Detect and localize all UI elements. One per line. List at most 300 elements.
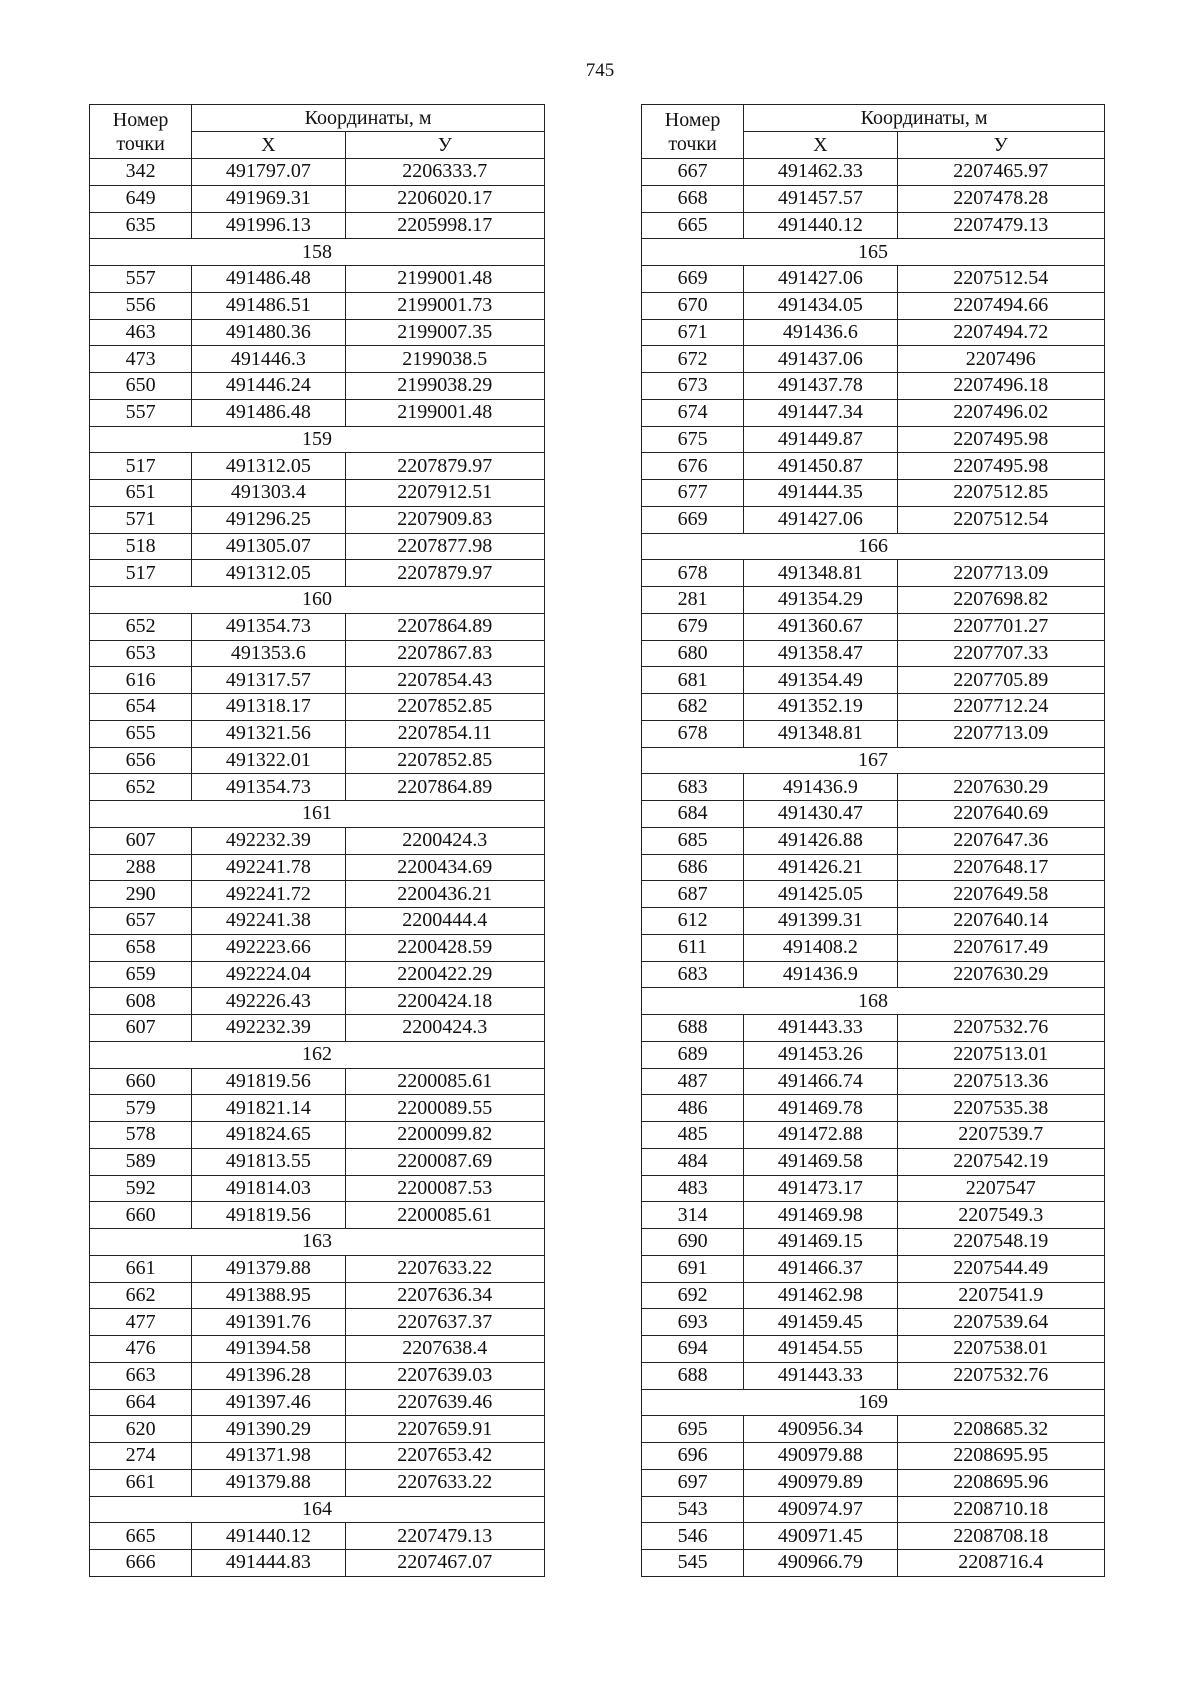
x-coordinate-cell: 491824.65 [192,1122,345,1149]
point-number-cell: 651 [90,480,192,507]
table-row [90,266,545,293]
y-coordinate-cell: 2207512.54 [897,506,1104,533]
y-coordinate-cell: 2207852.85 [345,747,544,774]
section-row [642,1389,1105,1416]
point-number-cell: 653 [90,640,192,667]
y-coordinate-cell: 2207659.91 [345,1416,544,1443]
y-coordinate-cell: 2207877.98 [345,533,544,560]
point-number-cell: 670 [642,292,744,319]
x-coordinate-cell: 491450.87 [744,453,897,480]
y-coordinate-cell: 2207535.38 [897,1095,1104,1122]
y-coordinate-cell: 2207513.36 [897,1068,1104,1095]
point-number-cell: 666 [90,1550,192,1577]
section-row [90,801,545,828]
y-coordinate-cell: 2207633.22 [345,1255,544,1282]
y-coordinate-cell: 2208710.18 [897,1496,1104,1523]
y-coordinate-cell: 2200428.59 [345,934,544,961]
y-coordinate-cell: 2207636.34 [345,1282,544,1309]
y-coordinate-cell: 2207909.83 [345,506,544,533]
x-coordinate-cell: 491348.81 [744,720,897,747]
y-coordinate-cell: 2199001.48 [345,266,544,293]
point-number-cell: 683 [642,961,744,988]
y-coordinate-cell: 2207479.13 [897,212,1104,239]
table-row [90,292,545,319]
x-coordinate-cell: 491352.19 [744,694,897,721]
x-coordinate-cell: 491446.3 [192,346,345,373]
x-coordinate-cell: 491814.03 [192,1175,345,1202]
table-row [642,1122,1105,1149]
x-coordinate-cell: 491440.12 [192,1523,345,1550]
section-label: 158 [90,239,545,266]
point-number-cell: 607 [90,827,192,854]
y-coordinate-cell: 2200424.3 [345,827,544,854]
y-coordinate-cell: 2207467.07 [345,1550,544,1577]
table-row [642,1255,1105,1282]
point-number-cell: 661 [90,1469,192,1496]
y-coordinate-cell: 2207854.43 [345,667,544,694]
point-number-cell: 684 [642,801,744,828]
point-number-cell: 682 [642,694,744,721]
point-number-cell: 680 [642,640,744,667]
y-coordinate-cell: 2199038.29 [345,373,544,400]
point-number-cell: 694 [642,1336,744,1363]
section-label: 159 [90,426,545,453]
point-number-cell: 483 [642,1175,744,1202]
point-number-cell: 556 [90,292,192,319]
y-coordinate-cell: 2207512.85 [897,480,1104,507]
table-row [90,961,545,988]
x-coordinate-cell: 491312.05 [192,560,345,587]
table-body [90,159,545,1577]
x-coordinate-cell: 491427.06 [744,506,897,533]
table-row [90,613,545,640]
y-coordinate-cell: 2207640.69 [897,801,1104,828]
x-coordinate-cell: 491436.9 [744,774,897,801]
x-coordinate-cell: 491391.76 [192,1309,345,1336]
y-coordinate-cell: 2205998.17 [345,212,544,239]
section-label: 160 [90,587,545,614]
x-header: X [192,132,345,159]
point-number-cell: 681 [642,667,744,694]
point-number-cell: 487 [642,1068,744,1095]
x-coordinate-cell: 491354.49 [744,667,897,694]
table-row [642,1202,1105,1229]
section-row [90,1041,545,1068]
y-coordinate-cell: 2199038.5 [345,346,544,373]
y-coordinate-cell: 2207854.11 [345,720,544,747]
y-coordinate-cell: 2207701.27 [897,613,1104,640]
table-row [90,1202,545,1229]
table-row [642,292,1105,319]
x-coordinate-cell: 491394.58 [192,1336,345,1363]
x-coordinate-cell: 491427.06 [744,266,897,293]
section-row [90,1496,545,1523]
table-row [642,667,1105,694]
y-coordinate-cell: 2207648.17 [897,854,1104,881]
y-coordinate-cell: 2207653.42 [345,1443,544,1470]
x-coordinate-cell: 491443.33 [744,1362,897,1389]
y-coordinate-cell: 2207538.01 [897,1336,1104,1363]
point-number-cell: 688 [642,1362,744,1389]
point-number-cell: 657 [90,908,192,935]
y-coordinate-cell: 2207478.28 [897,185,1104,212]
point-number-cell: 654 [90,694,192,721]
y-coordinate-cell: 2200087.69 [345,1148,544,1175]
table-row [90,346,545,373]
point-number-cell: 660 [90,1202,192,1229]
y-coordinate-cell: 2200424.3 [345,1015,544,1042]
x-coordinate-cell: 491396.28 [192,1362,345,1389]
y-coordinate-cell: 2200422.29 [345,961,544,988]
point-number-cell: 652 [90,613,192,640]
x-coordinate-cell: 491436.9 [744,961,897,988]
section-row [90,239,545,266]
point-number-cell: 546 [642,1523,744,1550]
table-header [90,105,545,159]
point-number-cell: 557 [90,266,192,293]
y-coordinate-cell: 2200444.4 [345,908,544,935]
point-number-cell: 517 [90,453,192,480]
section-label: 169 [642,1389,1105,1416]
table-row [642,1095,1105,1122]
point-number-cell: 690 [642,1229,744,1256]
x-coordinate-cell: 491353.6 [192,640,345,667]
point-number-cell: 649 [90,185,192,212]
table-row [642,587,1105,614]
point-number-cell: 290 [90,881,192,908]
x-coordinate-cell: 491447.34 [744,399,897,426]
x-header: X [744,132,897,159]
x-coordinate-cell: 491469.98 [744,1202,897,1229]
table-row [642,1416,1105,1443]
x-coordinate-cell: 491473.17 [744,1175,897,1202]
point-number-cell: 579 [90,1095,192,1122]
y-coordinate-cell: 2200087.53 [345,1175,544,1202]
y-coordinate-cell: 2207496 [897,346,1104,373]
x-coordinate-cell: 491348.81 [744,560,897,587]
table-row [642,934,1105,961]
point-number-cell: 342 [90,159,192,186]
table-row [90,1362,545,1389]
y-coordinate-cell: 2207864.89 [345,613,544,640]
y-coordinate-cell: 2207496.18 [897,373,1104,400]
x-coordinate-cell: 491408.2 [744,934,897,961]
table-row [90,533,545,560]
point-number-cell: 677 [642,480,744,507]
table-row [642,1309,1105,1336]
point-number-cell: 557 [90,399,192,426]
x-coordinate-cell: 491426.88 [744,827,897,854]
y-coordinate-cell: 2207639.03 [345,1362,544,1389]
point-number-cell: 477 [90,1309,192,1336]
y-coordinate-cell: 2207647.36 [897,827,1104,854]
x-coordinate-cell: 492241.38 [192,908,345,935]
x-coordinate-cell: 491469.15 [744,1229,897,1256]
x-coordinate-cell: 490979.89 [744,1469,897,1496]
x-coordinate-cell: 491360.67 [744,613,897,640]
y-coordinate-cell: 2207852.85 [345,694,544,721]
point-number-cell: 635 [90,212,192,239]
point-number-cell: 607 [90,1015,192,1042]
table-row [90,747,545,774]
table-row [90,212,545,239]
y-coordinate-cell: 2207640.14 [897,908,1104,935]
point-number-cell: 683 [642,774,744,801]
table-row [90,1336,545,1363]
y-coordinate-cell: 2207496.02 [897,399,1104,426]
y-coordinate-cell: 2207712.24 [897,694,1104,721]
y-coordinate-cell: 2207541.9 [897,1282,1104,1309]
point-number-cell: 679 [642,613,744,640]
table-row [90,185,545,212]
coordinates-table-right [641,104,1105,1577]
x-coordinate-cell: 491322.01 [192,747,345,774]
table-row [90,159,545,186]
x-coordinate-cell: 491821.14 [192,1095,345,1122]
table-row [642,159,1105,186]
point-number-cell: 486 [642,1095,744,1122]
y-coordinate-cell: 2208695.96 [897,1469,1104,1496]
point-number-cell: 484 [642,1148,744,1175]
section-label: 166 [642,533,1105,560]
table-row [90,1282,545,1309]
section-label: 162 [90,1041,545,1068]
point-number-cell: 650 [90,373,192,400]
table-row [90,1068,545,1095]
y-coordinate-cell: 2207639.46 [345,1389,544,1416]
section-row [642,533,1105,560]
table-row [642,1336,1105,1363]
y-coordinate-cell: 2207637.37 [345,1309,544,1336]
table-row [90,1443,545,1470]
x-coordinate-cell: 491469.58 [744,1148,897,1175]
x-coordinate-cell: 491480.36 [192,319,345,346]
section-row [642,239,1105,266]
point-number-cell: 664 [90,1389,192,1416]
table-row [90,720,545,747]
table-row [642,506,1105,533]
point-number-cell: 616 [90,667,192,694]
y-coordinate-cell: 2207547 [897,1175,1104,1202]
table-row [642,1362,1105,1389]
y-header: У [345,132,544,159]
y-coordinate-cell: 2206020.17 [345,185,544,212]
table-row [90,560,545,587]
x-coordinate-cell: 491388.95 [192,1282,345,1309]
table-row [642,319,1105,346]
table-row [90,854,545,881]
point-number-cell: 589 [90,1148,192,1175]
x-coordinate-cell: 491469.78 [744,1095,897,1122]
x-coordinate-cell: 491305.07 [192,533,345,560]
y-coordinate-cell: 2207479.13 [345,1523,544,1550]
page-number: 745 [585,60,615,81]
table-row [90,453,545,480]
point-number-cell: 655 [90,720,192,747]
table-row [90,908,545,935]
table-row [90,1309,545,1336]
y-coordinate-cell: 2207867.83 [345,640,544,667]
point-number-cell: 517 [90,560,192,587]
x-coordinate-cell: 490974.97 [744,1496,897,1523]
point-number-cell: 678 [642,560,744,587]
table-row [642,1443,1105,1470]
x-coordinate-cell: 491466.74 [744,1068,897,1095]
point-number-cell: 656 [90,747,192,774]
x-coordinate-cell: 491486.51 [192,292,345,319]
y-coordinate-cell: 2207532.76 [897,1362,1104,1389]
x-coordinate-cell: 491354.73 [192,613,345,640]
x-coordinate-cell: 491444.83 [192,1550,345,1577]
table-row [90,1255,545,1282]
table-row [642,373,1105,400]
point-number-cell: 665 [642,212,744,239]
table-row [90,774,545,801]
point-number-header: Номер точки [642,105,744,159]
y-coordinate-cell: 2207495.98 [897,453,1104,480]
x-coordinate-cell: 491426.21 [744,854,897,881]
point-number-cell: 662 [90,1282,192,1309]
table-row [90,1469,545,1496]
table-row [642,801,1105,828]
point-number-cell: 693 [642,1309,744,1336]
table-row [90,881,545,908]
x-coordinate-cell: 491446.24 [192,373,345,400]
y-coordinate-cell: 2200436.21 [345,881,544,908]
section-row [642,988,1105,1015]
point-number-cell: 668 [642,185,744,212]
x-coordinate-cell: 491354.29 [744,587,897,614]
y-coordinate-cell: 2207649.58 [897,881,1104,908]
x-coordinate-cell: 491318.17 [192,694,345,721]
point-number-cell: 688 [642,1015,744,1042]
x-coordinate-cell: 491440.12 [744,212,897,239]
table-row [642,613,1105,640]
table-row [642,881,1105,908]
point-number-cell: 671 [642,319,744,346]
table-row [90,988,545,1015]
point-number-cell: 663 [90,1362,192,1389]
x-coordinate-cell: 491453.26 [744,1041,897,1068]
y-coordinate-cell: 2200089.55 [345,1095,544,1122]
y-coordinate-cell: 2199007.35 [345,319,544,346]
point-number-cell: 592 [90,1175,192,1202]
point-number-cell: 691 [642,1255,744,1282]
x-coordinate-cell: 491303.4 [192,480,345,507]
section-row [90,1229,545,1256]
table-row [90,1416,545,1443]
point-number-cell: 571 [90,506,192,533]
x-coordinate-cell: 491819.56 [192,1202,345,1229]
table-row [90,1175,545,1202]
point-number-cell: 608 [90,988,192,1015]
point-number-cell: 687 [642,881,744,908]
x-coordinate-cell: 491459.45 [744,1309,897,1336]
x-coordinate-cell: 491321.56 [192,720,345,747]
y-coordinate-cell: 2207879.97 [345,560,544,587]
table-row [642,212,1105,239]
y-coordinate-cell: 2207705.89 [897,667,1104,694]
x-coordinate-cell: 490956.34 [744,1416,897,1443]
x-coordinate-cell: 491434.05 [744,292,897,319]
table-row [642,640,1105,667]
section-row [90,426,545,453]
point-number-cell: 659 [90,961,192,988]
y-coordinate-cell: 2207549.3 [897,1202,1104,1229]
table-row [642,774,1105,801]
table-row [90,934,545,961]
y-coordinate-cell: 2206333.7 [345,159,544,186]
y-coordinate-cell: 2207512.54 [897,266,1104,293]
table-row [642,1175,1105,1202]
table-row [90,1148,545,1175]
y-coordinate-cell: 2208695.95 [897,1443,1104,1470]
point-number-cell: 274 [90,1443,192,1470]
x-coordinate-cell: 491444.35 [744,480,897,507]
table-row [90,1095,545,1122]
x-coordinate-cell: 490979.88 [744,1443,897,1470]
point-number-cell: 620 [90,1416,192,1443]
table-row [642,185,1105,212]
table-row [642,560,1105,587]
point-number-cell: 692 [642,1282,744,1309]
point-number-cell: 676 [642,453,744,480]
x-coordinate-cell: 491436.6 [744,319,897,346]
y-coordinate-cell: 2207698.82 [897,587,1104,614]
table-row [642,426,1105,453]
y-coordinate-cell: 2208685.32 [897,1416,1104,1443]
table-row [642,1496,1105,1523]
y-coordinate-cell: 2207544.49 [897,1255,1104,1282]
y-coordinate-cell: 2207494.66 [897,292,1104,319]
x-coordinate-cell: 491358.47 [744,640,897,667]
point-number-cell: 675 [642,426,744,453]
y-coordinate-cell: 2207630.29 [897,774,1104,801]
table-row [642,1229,1105,1256]
x-coordinate-cell: 491296.25 [192,506,345,533]
point-number-cell: 672 [642,346,744,373]
x-coordinate-cell: 491425.05 [744,881,897,908]
x-coordinate-cell: 491486.48 [192,266,345,293]
section-row [90,587,545,614]
table-row [642,480,1105,507]
coordinates-header: Координаты, м [744,105,1105,132]
x-coordinate-cell: 491472.88 [744,1122,897,1149]
table-row [90,1389,545,1416]
table-row [90,1523,545,1550]
point-number-cell: 485 [642,1122,744,1149]
y-coordinate-cell: 2200434.69 [345,854,544,881]
point-number-cell: 673 [642,373,744,400]
section-label: 161 [90,801,545,828]
y-coordinate-cell: 2199001.48 [345,399,544,426]
table-row [90,1550,545,1577]
table-row [642,1148,1105,1175]
table-row [90,1015,545,1042]
point-number-cell: 652 [90,774,192,801]
y-coordinate-cell: 2207630.29 [897,961,1104,988]
table-row [642,961,1105,988]
y-coordinate-cell: 2207912.51 [345,480,544,507]
point-number-cell: 689 [642,1041,744,1068]
table-header [642,105,1105,159]
y-coordinate-cell: 2207532.76 [897,1015,1104,1042]
section-label: 168 [642,988,1105,1015]
y-coordinate-cell: 2207539.64 [897,1309,1104,1336]
table-row [90,399,545,426]
y-coordinate-cell: 2207864.89 [345,774,544,801]
table-row [642,720,1105,747]
